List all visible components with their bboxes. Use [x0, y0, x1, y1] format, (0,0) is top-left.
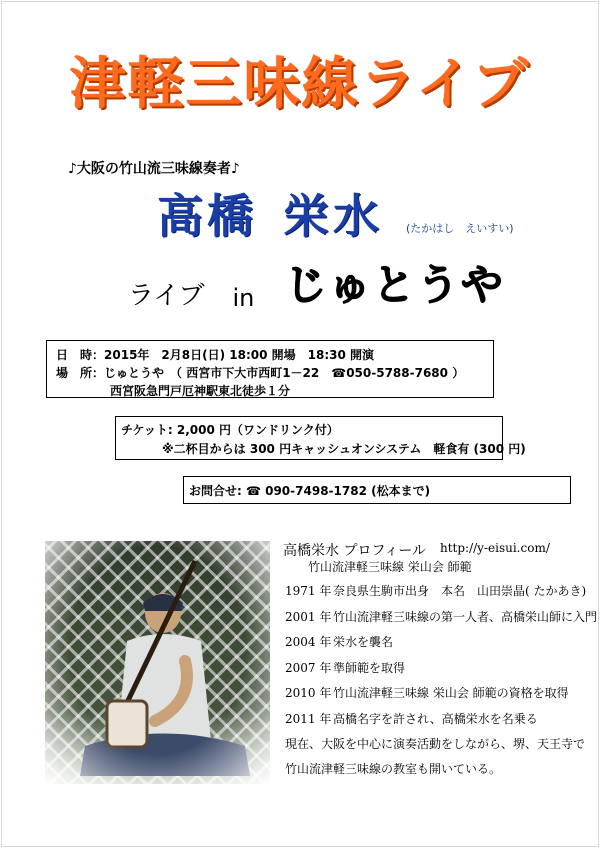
history-item: 1971 年 奈良県生駒市出身 本名 山田崇晶( たかあき)	[285, 584, 587, 598]
phone-icon: ☎	[331, 366, 347, 380]
event-access: 西宮阪急門戸厄神駅東北徒歩１分	[110, 384, 291, 398]
performer-subtitle: ♪大阪の竹山流三味線奏者♪	[68, 161, 240, 177]
history-item: 2004 年 栄水を襲名	[285, 635, 394, 649]
ticket-note: ※二杯目からは 300 円キャッシュオンシステム 軽食有 (300 円)	[162, 442, 526, 456]
phone-icon: ☎	[245, 484, 266, 498]
live-in: in	[232, 284, 255, 312]
photo-vignette	[45, 541, 270, 784]
performer-name	[157, 180, 383, 246]
flyer-title: 津軽三味線ライブ	[69, 52, 531, 117]
history-item: 2011 年 高橋名字を許され、高橋栄水を名乗る	[285, 712, 538, 726]
event-place: 場 所：じゅとうや （ 西宮市下大市西町1－22 ☎050-5788-7680 ）	[56, 366, 465, 380]
performer-given-name: 栄水	[283, 189, 383, 243]
history-item: 2001 年 竹山流津軽三味線の第一人者、高橋栄山師に入門	[285, 610, 598, 624]
contact-line: お問合せ: ☎ 090-7498-1782 (松本まで)	[189, 484, 431, 498]
ticket-price: チケット: 2,000 円（ワンドリンク付）	[121, 423, 339, 437]
live-heading	[128, 262, 504, 312]
event-date: 日 時：2015年 2月8日(日) 18:00 開場 18:30 開演	[56, 348, 375, 362]
performer-reading: (たかはし えいすい)	[406, 222, 514, 235]
venue-name-large: じゅとうや	[284, 260, 505, 309]
profile-url[interactable]: http://y-eisui.com/	[440, 541, 550, 555]
profile-closing-line: 現在、大阪を中心に演奏活動をしながら、堺、天王寺で	[285, 737, 586, 751]
profile-title: 高橋栄水 プロフィール	[283, 543, 427, 559]
history-item: 2007 年 準師範を取得	[285, 661, 406, 675]
performer-photo	[45, 541, 270, 784]
profile-closing-line: 竹山流津軽三味線の教室も開いている。	[285, 762, 502, 776]
live-word: ライブ	[128, 281, 205, 311]
profile-affiliation: 竹山流津軽三味線 栄山会 師範	[308, 560, 472, 574]
history-item: 2010 年 竹山流津軽三味線 栄山会 師範の資格を取得	[285, 686, 569, 700]
performer-family-name: 高橋	[157, 189, 257, 243]
